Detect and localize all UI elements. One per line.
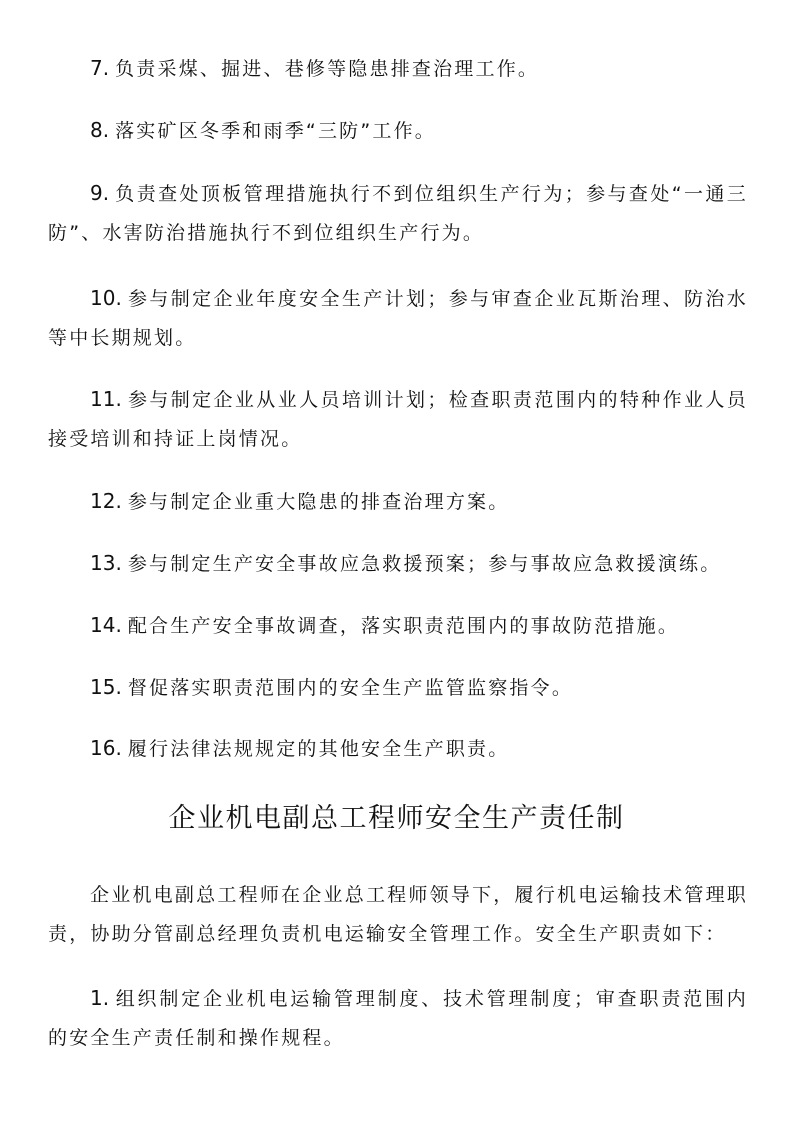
list-item-11	[48, 380, 748, 459]
item-number: 10.	[90, 286, 122, 310]
section-title: 企业机电副总工程师安全生产责任制	[168, 803, 625, 834]
item-number: 11.	[90, 387, 122, 411]
item-text: 配合生产安全事故调查，落实职责范围内的事故防范措施。	[127, 615, 680, 637]
item-text: 参与制定企业从业人员培训计划；检查职责范围内的特种作业人员接受培训和持证上岗情况。	[48, 389, 748, 450]
item-text: 督促落实职责范围内的安全生产监管监察指令。	[127, 677, 574, 699]
section-intro: 企业机电副总工程师在企业总工程师领导下，履行机电运输技术管理职责，协助分管副总经理负责机电运输安全管理工作。安全生产职责如下：	[48, 884, 748, 945]
list-item-12	[48, 482, 748, 522]
item-number: 13.	[90, 551, 122, 575]
list-item-7	[48, 49, 748, 89]
list-item-15	[48, 668, 748, 708]
list-item-9	[48, 174, 748, 253]
item-number: 1.	[90, 986, 110, 1010]
item-text: 参与制定生产安全事故应急救援预案；参与事故应急救援演练。	[127, 553, 722, 575]
item-number: 15.	[90, 675, 122, 699]
list-item-10	[48, 279, 748, 358]
list-item-8	[48, 111, 748, 151]
item-number: 12.	[90, 489, 122, 513]
item-number: 8.	[90, 118, 110, 142]
item-text: 参与制定企业年度安全生产计划；参与审查企业瓦斯治理、防治水等中长期规划。	[48, 288, 748, 349]
item-text: 落实矿区冬季和雨季“三防”工作。	[115, 120, 436, 142]
item-text: 参与制定企业重大隐患的排查治理方案。	[127, 491, 510, 513]
item-text: 负责查处顶板管理措施执行不到位组织生产行为；参与查处“一通三防”、水害防治措施执行不到位组织生产行为。	[48, 183, 748, 244]
list-item-14	[48, 606, 748, 646]
item-number: 7.	[90, 56, 110, 80]
item-number: 9.	[90, 181, 110, 205]
list-item-16	[48, 729, 748, 769]
item-number: 14.	[90, 613, 122, 637]
item-text: 负责采煤、掘进、巷修等隐患排查治理工作。	[115, 58, 540, 80]
item-text: 履行法律法规规定的其他安全生产职责。	[127, 738, 510, 760]
item-number: 16.	[90, 736, 122, 760]
list-item-13	[48, 544, 748, 584]
list-item-1	[48, 979, 748, 1058]
item-text: 组织制定企业机电运输管理制度、技术管理制度；审查职责范围内的安全生产责任制和操作规程。	[48, 988, 748, 1049]
